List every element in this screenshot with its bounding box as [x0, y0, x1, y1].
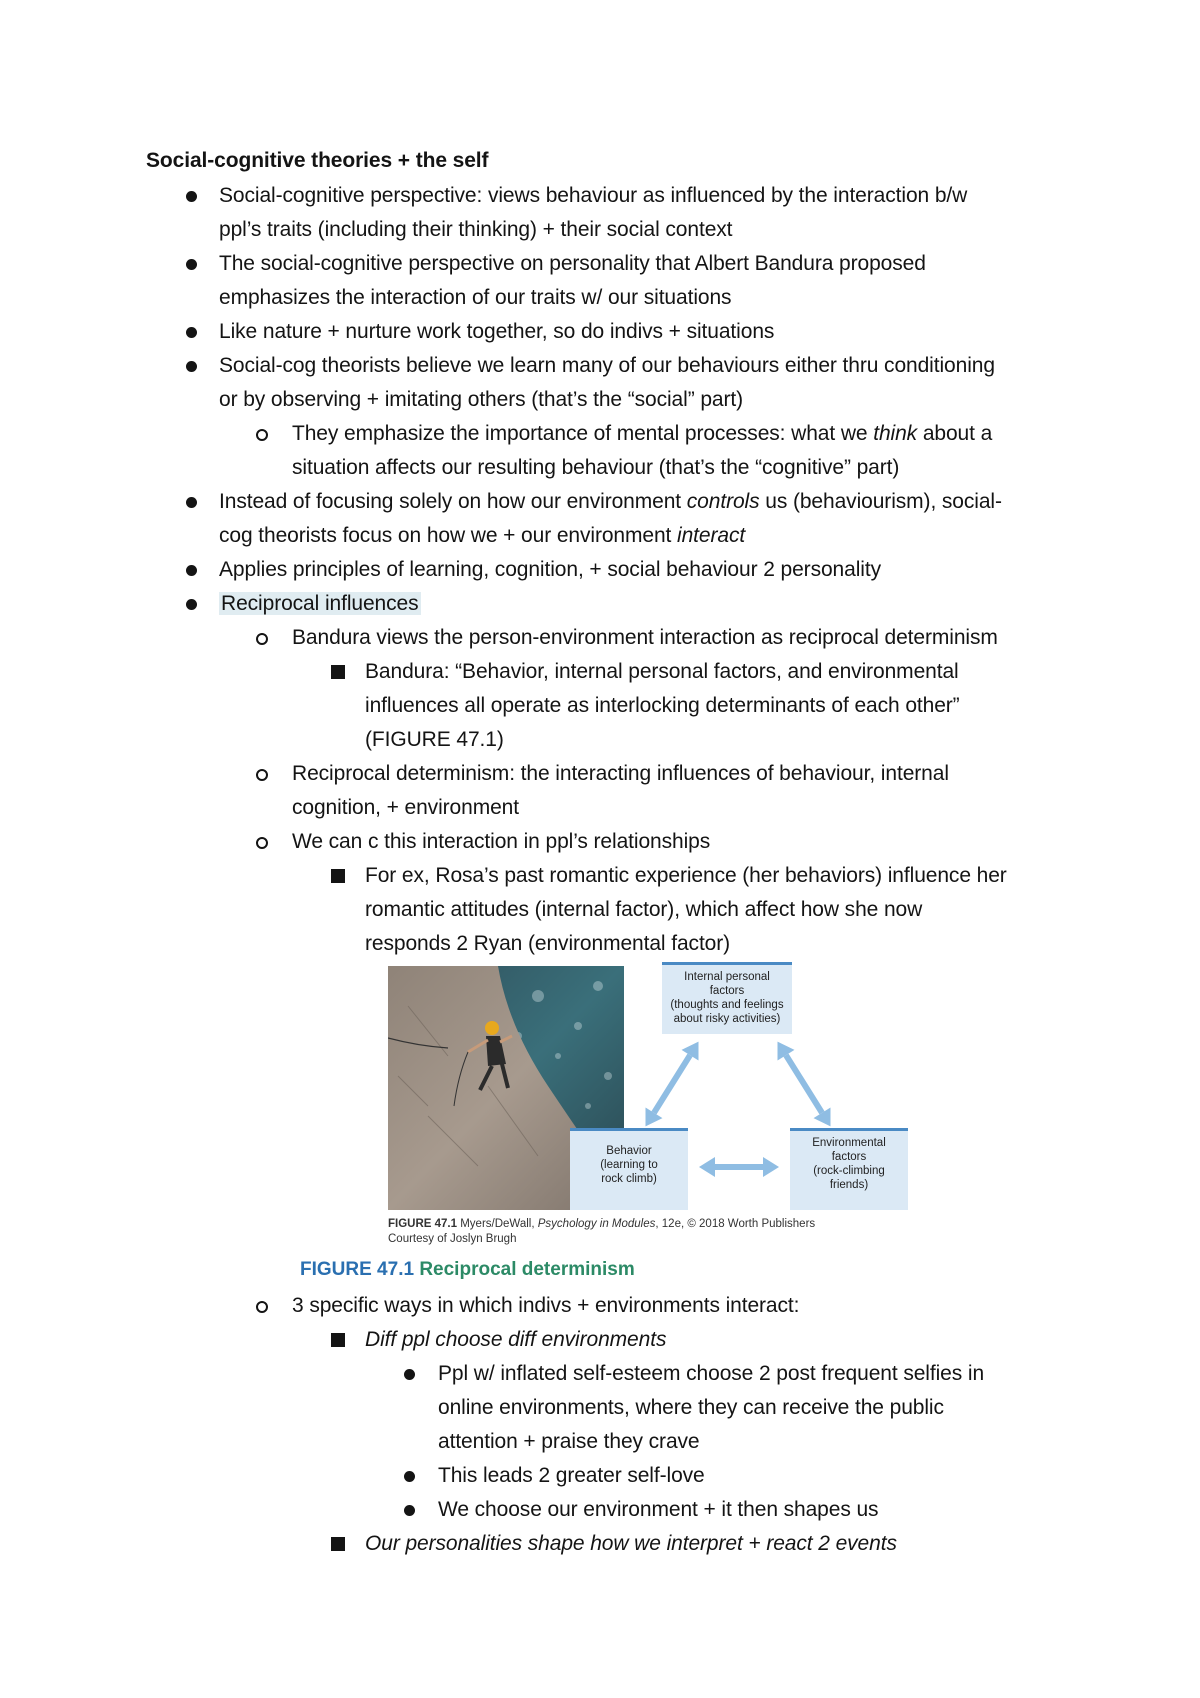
text-line: romantic attitudes (internal factor), which affect how she now: [365, 898, 923, 921]
text-line: Bandura views the person-environment interaction as reciprocal determinism: [292, 626, 998, 649]
text-line: We choose our environment + it then shapes us: [438, 1498, 879, 1521]
text-line: Instead of focusing solely on how our environment controls us (behaviourism), social-: [219, 490, 1002, 513]
text-line: cog theorists focus on how we + our environment interact: [219, 524, 746, 547]
text-line: influences all operate as interlocking determinants of each other”: [365, 694, 960, 717]
bullet-dot: [186, 327, 197, 338]
box-text: Environmental: [812, 1137, 886, 1149]
reciprocal-determinism-figure: [384, 962, 914, 1246]
text-line: 3 specific ways in which indivs + environments interact:: [292, 1294, 800, 1317]
bullet-dot: [186, 361, 197, 372]
text-line: online environments, where they can receive the public: [438, 1396, 944, 1419]
text-line: situation affects our resulting behaviour (that’s the “cognitive” part): [292, 456, 900, 479]
arrow-behavior-environment: [699, 1157, 779, 1177]
bullet-dot: [186, 565, 197, 576]
arrow-internal-environment: [769, 1036, 839, 1131]
text-line: cognition, + environment: [292, 796, 519, 819]
text-line: For ex, Rosa’s past romantic experience (her behaviors) influence her: [365, 864, 1007, 887]
arrows-layer: [384, 962, 914, 1246]
box-text: about risky activities): [673, 1013, 781, 1025]
text-line: Social-cognitive perspective: views behaviour as influenced by the interaction b/w: [219, 184, 968, 207]
highlighted-text-line: Reciprocal influences: [221, 592, 419, 615]
text-line: responds 2 Ryan (environmental factor): [365, 932, 731, 955]
box-text: friends): [829, 1179, 869, 1191]
bullet-square: [331, 869, 345, 883]
section-heading: Social-cognitive theories + the self: [146, 149, 489, 172]
text-line: Like nature + nurture work together, so do indivs + situations: [219, 320, 775, 343]
text-line: Our personalities shape how we interpret + react 2 events: [365, 1532, 897, 1555]
text-line: They emphasize the importance of mental processes: what we think about a: [292, 422, 993, 445]
text-line: Applies principles of learning, cognition, + social behaviour 2 personality: [219, 558, 881, 581]
text-line: (FIGURE 47.1): [365, 728, 504, 751]
text-line: or by observing + imitating others (that’s the “social” part): [219, 388, 743, 411]
text-line: We can c this interaction in ppl’s relationships: [292, 830, 711, 853]
text-line: ppl’s traits (including their thinking) + their social context: [219, 218, 733, 241]
text-line: This leads 2 greater self-love: [438, 1464, 705, 1487]
text-line: attention + praise they crave: [438, 1430, 700, 1453]
text-line: The social-cognitive perspective on personality that Albert Bandura proposed: [219, 252, 926, 275]
arrow-behavior-internal: [637, 1036, 707, 1131]
text-line: Ppl w/ inflated self-esteem choose 2 post frequent selfies in: [438, 1362, 985, 1385]
text-line: Reciprocal determinism: the interacting influences of behaviour, internal: [292, 762, 949, 785]
bullet-square: [331, 665, 345, 679]
figure-credit: Courtesy of Joslyn Brugh: [388, 1233, 517, 1245]
box-text: (rock-climbing: [813, 1165, 885, 1177]
bullet-square: [331, 1537, 345, 1551]
bullet-dot: [186, 191, 197, 202]
box-text: (learning to: [600, 1159, 658, 1171]
box-text: Behavior: [606, 1145, 652, 1157]
bullet-dot: [186, 259, 197, 270]
bullet-dot: [404, 1505, 415, 1516]
bullet-circle: [256, 1301, 268, 1313]
figure-source-caption: FIGURE 47.1 Myers/DeWall, Psychology in Modules, 12e, © 2018 Worth Publishers: [388, 1218, 816, 1230]
bullet-circle: [256, 837, 268, 849]
bullet-dot: [186, 599, 197, 610]
bullet-dot: [186, 497, 197, 508]
text-line: Diff ppl choose diff environments: [365, 1328, 667, 1351]
bullet-circle: [256, 633, 268, 645]
box-text: factors: [831, 1151, 867, 1163]
text-line: Social-cog theorists believe we learn many of our behaviours either thru conditioning: [219, 354, 995, 377]
bullet-circle: [256, 769, 268, 781]
box-text: factors: [709, 985, 745, 997]
text-line: emphasizes the interaction of our traits w/ our situations: [219, 286, 732, 309]
bullet-dot: [404, 1369, 415, 1380]
text-line: Bandura: “Behavior, internal personal factors, and environmental: [365, 660, 959, 683]
bullet-circle: [256, 429, 268, 441]
box-text: rock climb): [601, 1173, 657, 1185]
figure-title: FIGURE 47.1 Reciprocal determinism: [300, 1259, 635, 1280]
box-text: Internal personal: [684, 971, 770, 983]
bullet-square: [331, 1333, 345, 1347]
bullet-dot: [404, 1471, 415, 1482]
box-text: (thoughts and feelings: [670, 999, 784, 1011]
